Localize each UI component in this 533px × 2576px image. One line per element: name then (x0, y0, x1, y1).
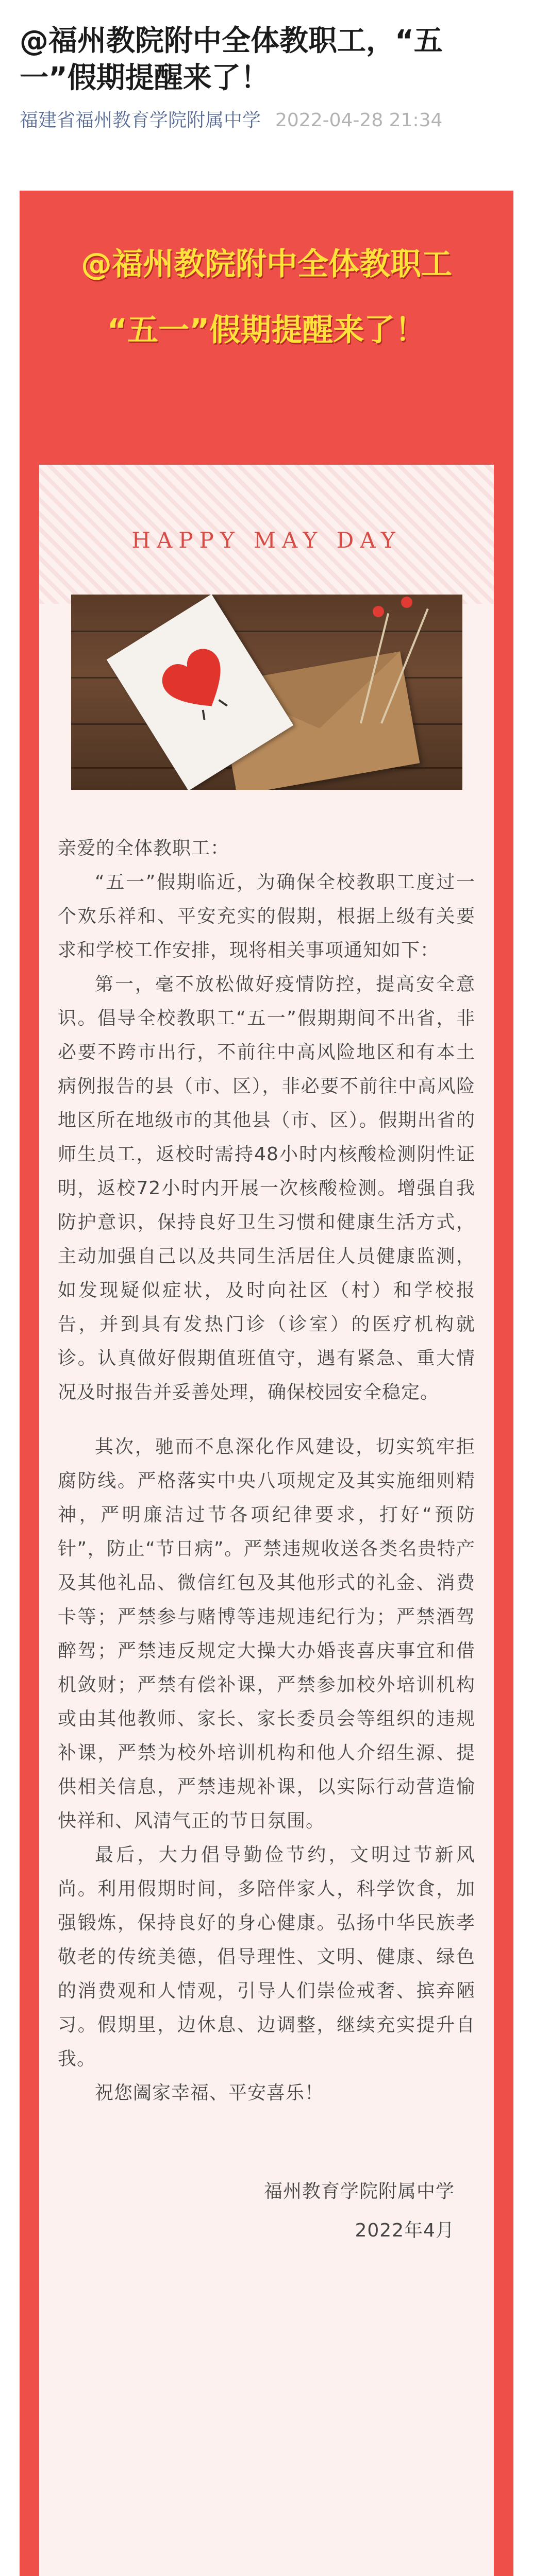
letter-paragraph: “五一”假期临近，为确保全校教职工度过一个欢乐祥和、平安充实的假期，根据上级有关要求和学校工作安排，现将相关事项通知如下： (58, 872, 475, 961)
berry-icon (373, 606, 384, 617)
signature (58, 2172, 475, 2250)
letter-body (58, 832, 475, 2250)
poster (20, 191, 513, 2576)
signature-org: 福州教育学院附属中学 (263, 2181, 455, 2202)
article-meta (20, 109, 513, 132)
letter-card (39, 465, 494, 2576)
article-header (0, 0, 533, 132)
berry-icon (401, 597, 412, 608)
publish-time: 2022-04-28 21:34 (275, 110, 443, 131)
letter-closing: 祝您阖家幸福、平安喜乐！ (95, 2082, 324, 2104)
heart-icon (152, 638, 244, 731)
account-name-link[interactable]: 福建省福州教育学院附属中学 (20, 110, 261, 131)
letter-paragraph: 其次，驰而不息深化作风建设，切实筑牢拒腐防线。严格落实中央八项规定及其实施细则精神，严明廉洁过节各项纪律要求，打好“预防针”，防止“节日病”。严禁违规收送各类名贵特产及其他礼品、微信红包及其他形式的礼金、消费卡等；严禁参与赌博等违规违纪行为；严禁酒驾醉驾；严禁违反规定大操大办婚丧喜庆事宜和借机敛财；严禁有偿补课，严禁参加校外培训机构或由其他教师、家长、家长委员会等组织的违规补课，严禁为校外培训机构和他人介绍生源、提供相关信息，严禁违规补课，以实际行动营造愉快祥和、风清气正的节日氛围。 (58, 1436, 475, 1832)
poster-title-line2: “五一”假期提醒来了！ (107, 312, 426, 348)
letter-salutation: 亲爱的全体教职工： (58, 838, 230, 859)
letter-paragraph: 最后，大力倡导勤俭节约，文明过节新风尚。利用假期时间，多陪伴家人，科学饮食，加强锻炼，保持良好的身心健康。弘扬中华民族孝敬老的传统美德，倡导理性、文明、健康、绿色的消费观和人情观，引导人们崇俭戒奢、摈弃陋习。假期里，边休息、边调整，继续充实提升自我。 (58, 1844, 475, 2070)
poster-title-line1: @福州教院附中全体教职工 (81, 246, 452, 282)
heart-letter-photo (71, 595, 462, 790)
happy-may-day-heading: HAPPY MAY DAY (131, 528, 402, 553)
letter-paragraph: 第一，毫不放松做好疫情防控，提高安全意识。倡导全校教职工“五一”假期期间不出省，非必要不跨市出行，不前往中高风险地区和有本土病例报告的县（市、区），非必要不前往中高风险地区所在地级市的其他县（市、区）。假期出省的师生员工，返校时需持48小时内核酸检测阴性证明，返校72小时内开展一次核酸检测。增强自我防护意识，保持良好卫生习惯和健康生活方式，主动加强自己以及共同生活居住人员健康监测，如发现疑似症状，及时向社区（村）和学校报告，并到具有发热门诊（诊室）的医疗机构就诊。认真做好假期值班值守，遇有紧急、重大情况及时报告并妥善处理，确保校园安全稳定。 (58, 974, 475, 1403)
article-title: @福州教院附中全体教职工，“五一”假期提醒来了！ (20, 24, 443, 95)
signature-date: 2022年4月 (355, 2220, 455, 2241)
